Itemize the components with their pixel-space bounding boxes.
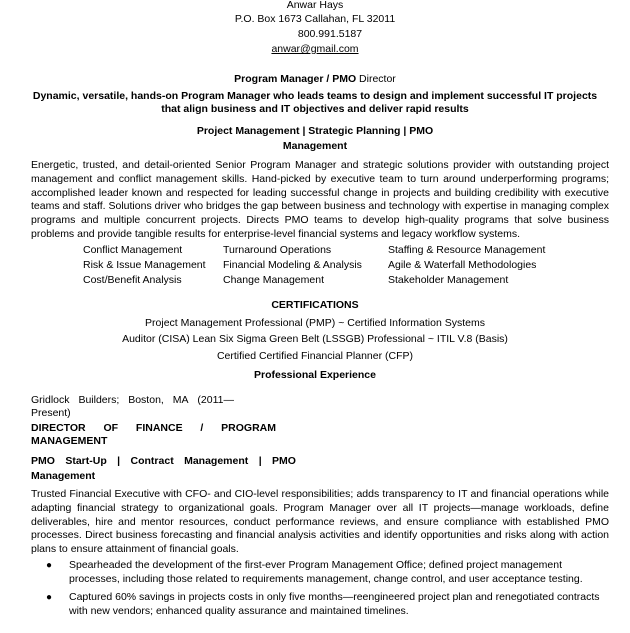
- skill-item: Change Management: [223, 274, 324, 286]
- job-description: Trusted Financial Executive with CFO- and CIO-level responsibilities; adds transparency to IT and financial operations while adapting financial strategy to organizational goals. Program Manager over all IT projects—manage workloads, define deliverables, hire and mentor resources, conduct performance reviews, and ensure compliance with established PMO processes. Direct business forecasting and financial analysis activities and identify opportunities and risks along with action plans to ensure attainment of financial goals.: [31, 488, 609, 556]
- tagline-line-1: Dynamic, versatile, hands-on Program Manager who leads teams to design and implement successful IT projects: [32, 90, 598, 102]
- employment-dates-end: Present): [31, 407, 71, 419]
- achievement-item: [46, 559, 606, 586]
- email-link[interactable]: anwar@gmail.com: [271, 43, 359, 55]
- job-focus-line: [31, 454, 296, 468]
- job-title-word: DIRECTOR: [31, 422, 86, 434]
- job-title-word: /: [200, 422, 204, 434]
- company-word: Builders;: [78, 394, 120, 406]
- company-word: Boston,: [128, 394, 164, 406]
- skill-item: Risk & Issue Management: [83, 259, 206, 271]
- job-focus-word: PMO: [272, 455, 296, 467]
- phone-number: 800.991.5187: [297, 28, 363, 40]
- core-skills-grid: [83, 243, 558, 288]
- company-line: [31, 393, 234, 407]
- company-word: Gridlock: [31, 394, 70, 406]
- role-title: [0, 72, 630, 86]
- job-title-word: FINANCE: [135, 422, 183, 434]
- candidate-name: Anwar Hays: [286, 0, 344, 11]
- certification-line: Certified Certified Financial Planner (CFP): [216, 350, 414, 362]
- job-focus-word: Management: [184, 455, 249, 467]
- achievements-list: [46, 559, 606, 623]
- job-title-line: [31, 421, 276, 435]
- experience-heading: Professional Experience: [254, 369, 376, 381]
- role-title-bold: Program Manager / PMO: [234, 73, 357, 85]
- achievement-text: Captured 60% savings in projects costs in only five months—reengineered project plan and renegotiated contracts with new vendors; enhanced quality assurance and maintained timelines.: [69, 591, 600, 617]
- focus-areas-line-2: Management: [282, 140, 348, 152]
- role-title-rest: Director: [356, 73, 396, 85]
- job-focus-word: PMO: [31, 455, 55, 467]
- skill-item: Stakeholder Management: [388, 274, 509, 286]
- achievement-text: Spearheaded the development of the first-ever Program Management Office; defined project management processes, including those related to requirements management, change control, and user acceptance testing.: [69, 559, 583, 585]
- tagline-line-2: that align business and IT objectives and deliver rapid results: [161, 103, 469, 115]
- job-focus-word: Start-Up: [65, 455, 107, 467]
- skill-item: Turnaround Operations: [223, 244, 332, 256]
- job-focus-word: |: [258, 455, 262, 467]
- achievement-item: [46, 591, 606, 618]
- bullet-icon: ●: [46, 592, 53, 603]
- skill-item: Conflict Management: [83, 244, 183, 256]
- focus-areas-line-1: Project Management | Strategic Planning | PMO: [196, 125, 434, 137]
- skill-item: Cost/Benefit Analysis: [83, 274, 182, 286]
- job-focus-line-2: Management: [31, 470, 96, 482]
- skill-item: Financial Modeling & Analysis: [223, 259, 362, 271]
- job-focus-word: |: [117, 455, 121, 467]
- job-title-line-2: MANAGEMENT: [31, 435, 108, 447]
- bullet-icon: ●: [46, 560, 53, 571]
- company-word: (2011—: [197, 394, 234, 406]
- skill-item: Agile & Waterfall Methodologies: [388, 259, 537, 271]
- company-word: MA: [172, 394, 189, 406]
- certification-line: Auditor (CISA) Lean Six Sigma Green Belt (LSSGB) Professional ~ ITIL V.8 (Basis): [122, 333, 508, 345]
- job-title-word: PROGRAM: [221, 422, 276, 434]
- mailing-address: P.O. Box 1673 Callahan, FL 32011: [234, 13, 396, 25]
- skill-item: Staffing & Resource Management: [388, 244, 546, 256]
- certification-line: Project Management Professional (PMP) ~ Certified Information Systems: [145, 317, 485, 329]
- job-focus-word: Contract: [130, 455, 174, 467]
- professional-summary: Energetic, trusted, and detail-oriented Senior Program Manager and strategic solutions provider with outstanding project management and conflict management skills. Hand-picked by executive team to turn around underperforming programs; accomplished leader known and respected for leading successful change in projects and building credibility with executive teams and staff. Solutions driver who bridges the gap between business and technology with expertise in managing complex programs and multiple concurrent projects. Directs PMO teams to develop high-quality programs that solve business problems and provide tangible results for enterprise-level financial systems and legacy workflow systems.: [31, 159, 609, 240]
- job-title-word: OF: [103, 422, 119, 434]
- certifications-heading: CERTIFICATIONS: [271, 299, 359, 311]
